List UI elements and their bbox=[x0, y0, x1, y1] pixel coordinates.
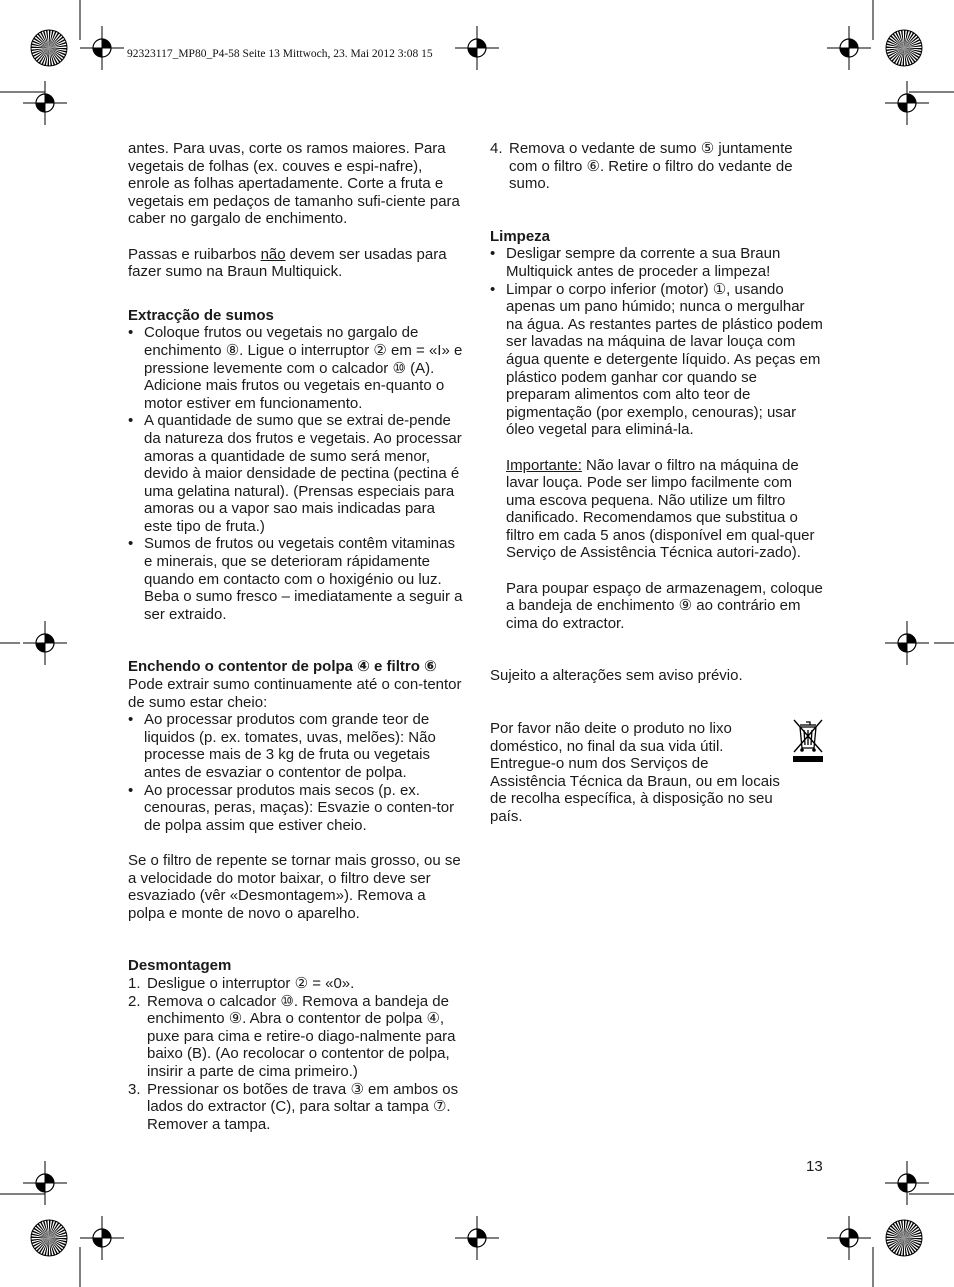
subject-to-change: Sujeito a alterações sem aviso prévio. bbox=[490, 667, 743, 685]
raisins-paragraph bbox=[128, 246, 464, 281]
star-target-br-ray bbox=[902, 1238, 904, 1256]
step-item bbox=[128, 993, 464, 1081]
list-item: • A quantidade de sumo que se extrai de-pende da natureza dos frutos e vegetais. Ao processar amoras a quantidade de sumo será menor, devido à maior densidade de pectina (pectina é uma gelatina natural). (Prensas especiais para amoras ou a vapor sao mais indicadas para este tipo de fruta.) bbox=[128, 412, 464, 535]
step-item bbox=[490, 140, 825, 193]
section-title-extraccao: Extracção de sumos bbox=[128, 306, 274, 324]
star-target-tr-ray bbox=[886, 46, 904, 48]
star-target-br-ray bbox=[904, 1220, 906, 1238]
intro-paragraph: antes. Para uvas, corte os ramos maiores. Para vegetais de folhas (ex. couves e espi-nafre), enrole as folhas apertadamente. Corte a fruta e vegetais em pedaços de tamanho sufi-ciente para caber no gargalo de enchimento. bbox=[128, 140, 460, 228]
star-target-tr-ray bbox=[902, 48, 904, 66]
star-target-tl-ray bbox=[49, 30, 51, 48]
print-job-line: 92323117_MP80_P4-58 Seite 13 Mittwoch, 23. Mai 2012 3:08 15 bbox=[127, 48, 433, 60]
list-item: • Ao processar produtos mais secos (p. ex. cenouras, peras, maças): Esvazie o conten-tor de polpa assim que estiver cheio. bbox=[128, 782, 464, 835]
step-number: 1. bbox=[128, 974, 141, 992]
list-item: • Limpar o corpo inferior (motor) ①, usando apenas um pano húmido; nunca o mergulhar na água. As restantes partes de plástico podem ser lavadas na máquina de lavar louça com água quente e detergente líquido. As peças em plástico podem ganhar cor quando se preparam alimentos com alto teor de pigmentação (por exemplo, cenouras); usar óleo vegetal para eliminá-la. bbox=[490, 281, 825, 439]
importante-note bbox=[490, 457, 825, 563]
star-target-tl-ray bbox=[31, 46, 49, 48]
star-target-tr-ray bbox=[904, 48, 922, 50]
enchendo-intro: Pode extrair sumo continuamente até o con-tentor de sumo estar cheio: bbox=[128, 676, 462, 711]
right-column bbox=[490, 140, 825, 826]
enchendo-list bbox=[128, 711, 464, 834]
list-item: • Desligar sempre da corrente a sua Braun Multiquick antes de proceder a limpeza! bbox=[490, 245, 825, 280]
step-text: Remova o vedante de sumo ⑤ juntamente com o filtro ⑥. Retire o filtro do vedante de sumo. bbox=[509, 140, 793, 193]
filter-note: Se o filtro de repente se tornar mais grosso, ou se a velocidade do motor baixar, o filtro deve ser esvaziado (vêr «Desmontagem»). Remova a polpa e monte de novo o aparelho. bbox=[128, 851, 461, 922]
star-target-br-ray bbox=[886, 1236, 904, 1238]
step-number: 2. bbox=[128, 992, 141, 1010]
page-number: 13 bbox=[806, 1158, 823, 1175]
raisins-emphasis: não bbox=[260, 245, 286, 263]
raisins-text-a: Passas e ruibarbos bbox=[128, 245, 261, 263]
desmontagem-steps-continued bbox=[490, 140, 825, 193]
section-title-desmontagem: Desmontagem bbox=[128, 957, 232, 975]
section-title-limpeza: Limpeza bbox=[490, 227, 551, 245]
importante-text: Não lavar o filtro na máquina de lavar louça. Pode ser limpo facilmente com uma escova pequena. Não utilize um filtro danificado. Recomendamos que substitua o filtro em cada 5 anos (disponível em qual-quer Serviço de Assistência Técnica autori-zado). bbox=[506, 456, 815, 562]
importante-label: Importante: bbox=[506, 456, 582, 474]
storage-note: Para poupar espaço de armazenagem, coloque a bandeja de enchimento ⑨ ao contrário em cima do extractor. bbox=[506, 579, 823, 632]
section-title-enchendo: Enchendo o contentor de polpa ④ e filtro ⑥ bbox=[128, 658, 437, 676]
star-target-tl-ray bbox=[47, 48, 49, 66]
list-item: • Coloque frutos ou vegetais no gargalo de enchimento ⑧. Ligue o interruptor ② em = «I» e pressione levemente com o calcador ⑩ (A). Adicione mais frutos ou vegetais en-quanto o motor estiver em funcionamento. bbox=[128, 324, 464, 412]
step-item bbox=[128, 975, 464, 993]
star-target-bl-ray bbox=[49, 1220, 51, 1238]
star-target-tr-ray bbox=[904, 30, 906, 48]
left-column bbox=[128, 140, 464, 1133]
extraccao-list bbox=[128, 324, 464, 623]
crossed-out-bin-icon bbox=[791, 716, 825, 764]
desmontagem-steps bbox=[128, 975, 464, 1133]
step-text: Pressionar os botões de trava ③ em ambos os lados do extractor (C), para soltar a tampa ⑦. Remover a tampa. bbox=[147, 1080, 459, 1133]
list-item: • Sumos de frutos ou vegetais contêm vitaminas e minerais, que se deterioram rápidamente quando em contacto com o hoxigénio ou luz. Beba o sumo fresco – imediatamente a seguir a ser extraido. bbox=[128, 535, 464, 623]
step-number: 3. bbox=[128, 1080, 141, 1098]
limpeza-list bbox=[490, 245, 825, 439]
raisins-text-b: devem ser usadas para fazer sumo na Braun Multiquick. bbox=[128, 245, 447, 281]
star-target-bl-ray bbox=[47, 1238, 49, 1256]
step-text: Remova o calcador ⑩. Remova a bandeja de enchimento ⑨. Abra o contentor de polpa ④, puxe para cima e retire-o diago-nalmente para baixo (B). (Ao recolocar o contentor de polpa, insirir a parte de cima primeiro.) bbox=[147, 992, 456, 1080]
star-target-tl-ray bbox=[49, 48, 67, 50]
star-target-br-ray bbox=[904, 1238, 922, 1240]
disposal-notice bbox=[490, 720, 825, 826]
step-text: Desligue o interruptor ② = «0». bbox=[147, 974, 355, 992]
step-item bbox=[128, 1081, 464, 1134]
step-number: 4. bbox=[490, 140, 503, 157]
list-item: • Ao processar produtos com grande teor de liquidos (p. ex. tomates, uvas, melões): Não processe mais de 3 kg de fruta ou vegetais antes de esvaziar o contentor de polpa. bbox=[128, 711, 464, 781]
star-target-bl-ray bbox=[31, 1236, 49, 1238]
disposal-text: Por favor não deite o produto no lixo doméstico, no final da sua vida útil. Entregue-o num dos Serviços de Assistência Técnica da Braun, ou em locais de recolha específica, à disposição no seu país. bbox=[490, 720, 780, 825]
star-target-bl-ray bbox=[49, 1238, 67, 1240]
